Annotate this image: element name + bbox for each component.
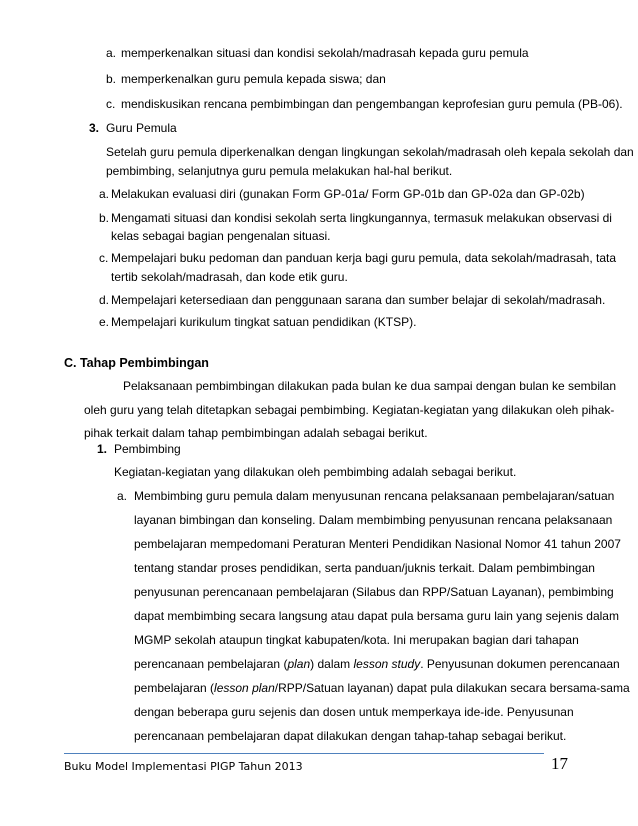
list-item-text: pembelajaran mempedomani Peraturan Menteri Pendidikan Nasional Nomor 41 tahun 2007 xyxy=(134,537,621,551)
list-item-text: layanan bimbingan dan konseling. Dalam membimbing penyusunan rencana pelaksanaan xyxy=(134,513,613,527)
list-item-text: pembelajaran (lesson plan/RPP/Satuan layanan) dapat pula dilakukan secara bersama-sama xyxy=(134,681,630,695)
list-marker: a. xyxy=(99,187,110,201)
list-item-text: dapat membimbing secara langsung atau dapat pula bersama guru lain yang sejenis dalam xyxy=(134,609,619,623)
list-marker: d. xyxy=(99,293,110,307)
page-number: 17 xyxy=(551,754,568,773)
list-item-text: Membimbing guru pemula dalam menyusunan rencana pelaksanaan pembelajaran/satuan xyxy=(134,489,615,503)
list-marker: e. xyxy=(99,315,110,329)
list-item-text: memperkenalkan guru pemula kepada siswa; dan xyxy=(121,72,386,86)
list-marker: b. xyxy=(99,211,110,225)
list-marker: c. xyxy=(99,251,109,265)
paragraph-line: oleh guru yang telah ditetapkan sebagai pembimbing. Kegiatan-kegiatan yang dilakukan oleh pihak- xyxy=(84,403,615,417)
section-number: 3. xyxy=(89,121,100,135)
list-item-text: dengan beberapa guru sejenis dan dosen untuk memperkaya ide-ide. Penyusunan xyxy=(134,705,574,719)
footer-divider xyxy=(64,753,544,754)
subsection-title: Pembimbing xyxy=(114,442,181,456)
list-item-text: Mengamati situasi dan kondisi sekolah serta lingkungannya, termasuk melakukan observasi di xyxy=(111,211,612,225)
list-item-text: Mempelajari buku pedoman dan panduan kerja bagi guru pemula, data sekolah/madrasah, tata xyxy=(111,251,616,265)
paragraph-line: Pelaksanaan pembimbingan dilakukan pada bulan ke dua sampai dengan bulan ke sembilan xyxy=(123,379,617,393)
list-marker: a. xyxy=(117,489,128,503)
section-title: Guru Pemula xyxy=(106,121,177,135)
list-item-text: penyusunan perencanaan pembelajaran (Silabus dan RPP/Satuan Layanan), pembimbing xyxy=(134,585,614,599)
subsection-number: 1. xyxy=(97,442,108,456)
section-heading: C. Tahap Pembimbingan xyxy=(64,356,209,370)
list-item-text: tentang standar proses pendidikan, serta panduan/juknis terkait. Dalam pembimbingan xyxy=(134,561,595,575)
footer-text: Buku Model Implementasi PIGP Tahun 2013 xyxy=(64,760,303,773)
list-item-text: memperkenalkan situasi dan kondisi sekolah/madrasah kepada guru pemula xyxy=(121,46,529,60)
paragraph-line: pembimbing, selanjutnya guru pemula melakukan hal-hal berikut. xyxy=(106,164,453,178)
list-item-text: MGMP sekolah ataupun tingkat kabupaten/kota. Ini merupakan bagian dari tahapan xyxy=(134,633,579,647)
list-item-text: perencanaan pembelajaran dapat dilakukan dengan tahap-tahap sebagai berikut. xyxy=(134,729,567,743)
paragraph-line: Setelah guru pemula diperkenalkan dengan lingkungan sekolah/madrasah oleh kepala sekolah dan xyxy=(106,145,634,159)
list-item-text: mendiskusikan rencana pembimbingan dan pengembangan keprofesian guru pemula (PB-06). xyxy=(121,97,623,111)
list-item-text: Melakukan evaluasi diri (gunakan Form GP-01a/ Form GP-01b dan GP-02a dan GP-02b) xyxy=(111,187,585,201)
list-item-text: tertib sekolah/madrasah, dan kode etik guru. xyxy=(111,270,348,284)
list-marker: a. xyxy=(106,46,117,60)
paragraph-line: pihak terkait dalam tahap pembimbingan adalah sebagai berikut. xyxy=(84,426,428,440)
list-item-text: perencanaan pembelajaran (plan) dalam lesson study . Penyusunan dokumen perencanaan xyxy=(134,657,620,671)
list-marker: b. xyxy=(106,72,117,86)
list-marker: c. xyxy=(106,97,116,111)
list-item-text: Mempelajari ketersediaan dan penggunaan sarana dan sumber belajar di sekolah/madrasah. xyxy=(111,293,606,307)
list-item-text: kelas sebagai bagian pengenalan situasi. xyxy=(111,229,331,243)
paragraph-line: Kegiatan-kegiatan yang dilakukan oleh pembimbing adalah sebagai berikut. xyxy=(114,465,517,479)
list-item-text: Mempelajari kurikulum tingkat satuan pendidikan (KTSP). xyxy=(111,315,417,329)
